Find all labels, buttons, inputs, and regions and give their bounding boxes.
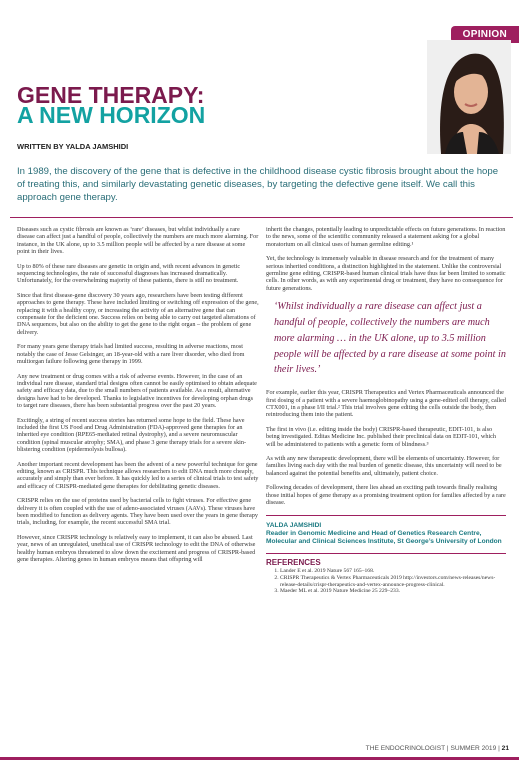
body-paragraph: For many years gene therapy trials had limited success, resulting in adverse reactions, most notably the case of Jesse Gelsinger, an 18-year-old with a rare liver disorder, who died from multiorgan failure following gene therapy in 1999. [17,343,245,366]
byline: WRITTEN BY YALDA JAMSHIDI [17,142,129,151]
body-paragraph: Another important recent development has been the advent of a new powerful technique for gene editing, known as CRISPR. This technique allows researchers to edit DNA much more cheaply, accurately and simply than ever before. It has quickly led to a series of clinical trials to test safety and efficacy of CRISPR-mediated gene therapies for debilitating genetic diseases. [17,460,259,490]
author-portrait-image [427,40,511,154]
section-tag: OPINION [451,26,519,43]
author-box [266,515,506,546]
page-number: 21 [501,745,509,752]
body-paragraph: Yet, the technology is immensely valuable in disease research and for the treatment of many serious inherited conditions, a distinction highlighted in the statement. Unlike the controversial germline gene editing, CRISPR-based human clinical trials have thus far been limited to somatic cells. In other words, as with any experimental drug or treatment, they have no consequence for future generations. [266,255,506,292]
reference-item: 2. CRISPR Therapeutics & Vertex Pharmaceuticals 2019 http://investors.com/news-releases/news-release-details/crispr-therapeutics-and-vertex-announce-progress-clinical. [280,575,506,589]
body-paragraph: inherit the changes, potentially leading to unpredictable effects on future generations. In reaction to the news, some of the scientific community released a statement asking for a global moratorium on all clinical uses of human germline editing.¹ [266,226,506,248]
body-paragraph: The first in vivo (i.e. editing inside the body) CRISPR-based therapeutic, EDIT-101, is also being investigated. Editas Medicine Inc. published their preclinical data on EDIT-101, which will be administered to patients with a genetic form of blindness.³ [266,425,497,448]
article-title-line-1: GENE THERAPY: [17,82,205,108]
footer-rule [0,757,519,760]
author-name: YALDA JAMSHIDI [266,521,322,529]
header-divider [10,217,513,218]
body-paragraph: Excitingly, a string of recent success stories has returned some hope to the field. These have included the first US Food and Drug Administration (FDA)-approved gene therapies for an inherited eye condition (RPE65-mediated retinal dystrophy), and a severe neuromuscular condition (spinal muscular atrophy; SMA), and phase 3 gene therapy trials for a severe skin-blistering condition (epidermolysis bullosa). [17,416,247,454]
article-title-line-2: A NEW HORIZON [17,102,206,128]
body-paragraph: For example, earlier this year, CRISPR Therapeutics and Vertex Pharmaceuticals announced the first dosing of a patient with a severe haemoglobinopathy using a gene-edited cell therapy, called CTX001, in a phase I/II trial.² This trial involves gene editing the cells outside the body, then reintroducing them into the patient. [266,389,506,419]
references-heading: REFERENCES [266,557,321,567]
left-column [17,226,259,570]
body-paragraph: As with any new therapeutic development, there will be elements of uncertainty. However, for families living each day with the real burden of genetic disease, this uncertainty will need to be balanced against the potential benefits and, ultimately, patient choice. [266,455,502,477]
reference-item: 3. Maeder ML et al. 2019 Nature Medicine 25 229–233. [280,588,506,595]
lead-paragraph: In 1989, the discovery of the gene that is defective in the childhood disease cystic fibrosis brought about the hope of treating this, and similarly devastating genetic diseases, by targeting the defective gene itself. We call this approach gene therapy. [17,166,499,203]
pull-quote: ‘Whilst individually a rare disease can affect just a handful of people, collectively the numbers are much more alarming … in the UK alone, up to 3.5 million people will be affected by a rare disease at some point in their lives.’ [274,301,506,376]
body-paragraph: Up to 80% of these rare diseases are genetic in origin and, with recent advances in genetic sequencing technologies, the rate of successful diagnoses has increased dramatically. Unfortunately, for the overwhelming majority of these patients, there is still no treatment. [17,262,241,285]
author-photo [427,40,511,154]
body-paragraph: However, since CRISPR technology is relatively easy to implement, it can also be abused. Last year, news of an unregulated, unethical use of CRISPR technology to edit the DNA of otherwise healthy human embryos threatened to slow down the excitement and progress of CRISPR-based gene therapies. Altering genes in human embryos means that offspring will [17,533,256,564]
references-list [266,568,506,595]
body-paragraph: Diseases such as cystic fibrosis are known as ‘rare’ diseases, but whilst individually a rare disease can affect just a handful of people, collectively the numbers are much more alarming. For instance, in the UK alone, up to 3.5 million people will be affected by a rare disease at some point in their lives. [17,226,259,256]
body-paragraph: Following decades of development, there lies ahead an exciting path towards finally realising those initial hopes of gene therapy as a promising treatment option for families affected by a rare disease. [266,484,506,507]
page-footer [366,745,509,752]
body-paragraph: Any new treatment or drug comes with a risk of adverse events. However, in the case of an individual rare disease, standard trial designs often cannot be easily optimised to obtain adequate safety and efficacy data, due to the small numbers of patients available. As a result, alternative designs have had to be developed. Thanks to legislative incentives for developing orphan drugs to target rare diseases, there has been substantial progress over the past 20 years. [17,372,257,410]
body-paragraph: Since that first disease-gene discovery 30 years ago, researchers have been testing different approaches to gene therapy. These have included limiting or switching off expression of the gene, replacing it with a healthy copy, or increasing the activity of an alternative gene that can compensate for the deficient one. Success relies on being able to carry out targeted alterations of DNA sequences, but also on the ability to get the gene to the right organ – the problem of gene delivery. [17,291,259,336]
right-column [266,226,506,595]
reference-item: 1. Lander E et al. 2019 Nature 567 165–168. [280,568,506,575]
footer-issue: | SUMMER 2019 | [446,745,500,752]
body-paragraph: CRISPR relies on the use of proteins used by bacterial cells to fight viruses. For effective gene delivery it is often coupled with the use of adeno-associated viruses (AAVs). These viruses have been modified to function as delivery agents. They have been used over the years in gene therapy trials, including, for example, the recent successful SMA trial. [17,497,258,527]
author-affiliation: Reader in Genomic Medicine and Head of Genetics Research Centre, Molecular and Clinical Sciences Institute, St George’s University of London [266,529,502,545]
footer-publication: THE ENDOCRINOLOGIST [365,745,446,752]
references-section [266,553,506,596]
